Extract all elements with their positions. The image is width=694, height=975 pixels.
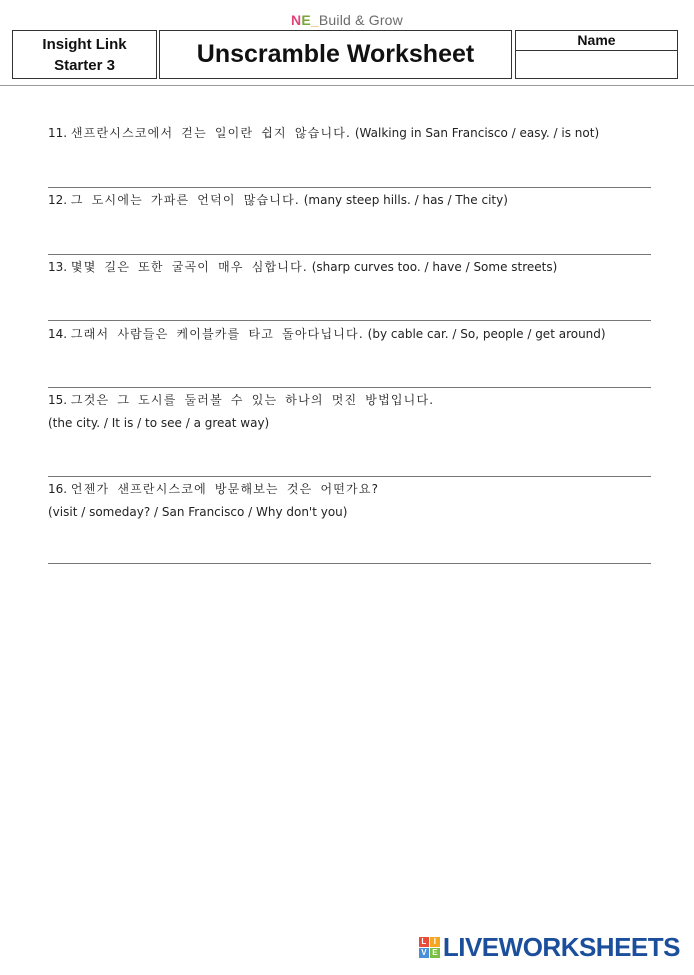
korean-sentence: 언젠가 샌프란시스코에 방문해보는 것은 어떤가요? — [70, 482, 380, 496]
word-hint: (sharp curves too. / have / Some streets) — [311, 260, 558, 274]
question-16-hint — [48, 503, 651, 521]
answer-line-13[interactable] — [48, 320, 651, 321]
worksheet-header — [12, 30, 678, 79]
liveworksheets-wordmark: LIVEWORKSHEETS — [442, 932, 680, 962]
question-16: 16. 언젠가 샌프란시스코에 방문해보는 것은 어떤가요? — [48, 482, 380, 496]
question-12: 12. 그 도시에는 가파른 언덕이 많습니다. (many steep hills. / has / The city) — [48, 193, 508, 207]
header-divider — [0, 85, 694, 86]
word-hint: (Walking in San Francisco / easy. / is not) — [354, 126, 600, 140]
korean-sentence: 샌프란시스코에서 걷는 일이란 쉽지 않습니다. — [70, 126, 352, 140]
word-hint: (by cable car. / So, people / get around) — [367, 327, 606, 341]
worksheet-title: Unscramble Worksheet — [159, 30, 512, 79]
korean-sentence: 그 도시에는 가파른 언덕이 많습니다. — [70, 193, 300, 207]
name-field[interactable] — [516, 51, 677, 79]
korean-sentence: 몇몇 길은 또한 굴곡이 매우 심합니다. — [70, 260, 308, 274]
word-hint: (visit / someday? / San Francisco / Why don't you) — [48, 505, 348, 519]
liveworksheets-logo — [419, 932, 680, 963]
question-14: 14. 그래서 사람들은 케이블카를 타고 돌아다닙니다. (by cable car. / So, people / get around) — [48, 327, 606, 341]
answer-line-14[interactable] — [48, 387, 651, 388]
publisher-tagline: Build & Grow — [318, 12, 403, 28]
publisher-logo: NE_Build & Grow — [291, 12, 403, 28]
course-level: Starter 3 — [54, 56, 115, 74]
question-13: 13. 몇몇 길은 또한 굴곡이 매우 심합니다. (sharp curves too. / have / Some streets) — [48, 260, 558, 274]
question-11: 11. 샌프란시스코에서 걷는 일이란 쉽지 않습니다. (Walking in San Francisco / easy. / is not) — [48, 126, 600, 140]
name-label: Name — [516, 31, 677, 51]
answer-line-15[interactable] — [48, 476, 651, 477]
question-15-hint — [48, 414, 651, 432]
course-box — [12, 30, 157, 79]
korean-sentence: 그래서 사람들은 케이블카를 타고 돌아다닙니다. — [70, 327, 364, 341]
answer-line-11[interactable] — [48, 187, 651, 188]
answer-line-16[interactable] — [48, 563, 651, 564]
question-15: 15. 그것은 그 도시를 둘러볼 수 있는 하나의 멋진 방법입니다. — [48, 393, 435, 407]
name-box — [515, 30, 678, 79]
answer-line-12[interactable] — [48, 254, 651, 255]
live-blocks-icon: L I V E — [419, 937, 440, 958]
word-hint: (the city. / It is / to see / a great way) — [48, 416, 270, 430]
word-hint: (many steep hills. / has / The city) — [303, 193, 508, 207]
korean-sentence: 그것은 그 도시를 둘러볼 수 있는 하나의 멋진 방법입니다. — [70, 393, 435, 407]
course-name: Insight Link — [42, 35, 127, 53]
